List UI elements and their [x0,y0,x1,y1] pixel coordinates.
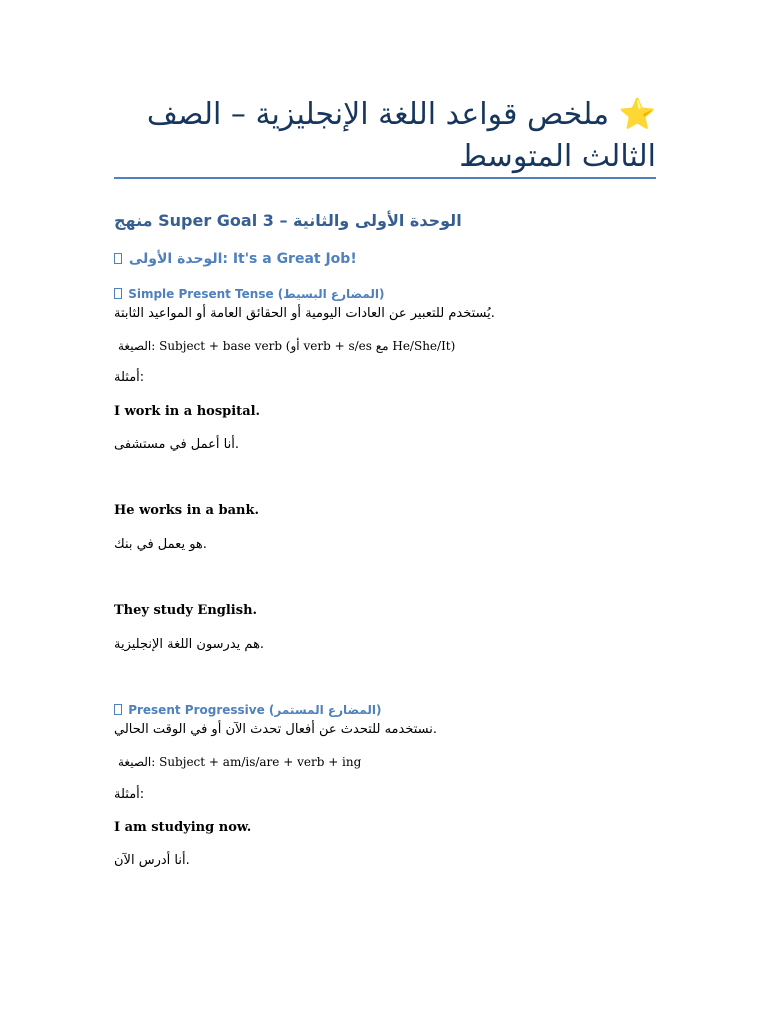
missing-glyph-box-icon [114,704,122,715]
example-arabic: أنا أعمل في مستشفى. [114,437,239,452]
curriculum-heading: منهج Super Goal 3 – الوحدة الأولى والثانية [114,211,462,230]
section-heading-simple-present [114,285,385,303]
examples-label: أمثلة: [114,370,145,385]
title-underline [114,177,656,179]
example-arabic: أنا أدرس الآن. [114,853,190,868]
examples-label: أمثلة: [114,787,145,802]
formula-text: الصيغة: Subject + am/is/are + verb + ing [118,755,362,769]
unit-heading-text: الوحدة الأولى: It's a Great Job! [128,251,357,267]
missing-glyph-box-icon [114,288,122,299]
example-english: I am studying now. [114,820,252,835]
missing-glyph-box-icon [114,253,122,264]
section-heading-text: Simple Present Tense (المضارع البسيط) [128,287,385,301]
example-english: I work in a hospital. [114,404,261,419]
unit-heading [114,248,357,270]
example-english: He works in a bank. [114,503,260,518]
usage-text: نستخدمه للتحدث عن أفعال تحدث الآن أو في الوقت الحالي. [114,722,437,737]
section-heading-text: Present Progressive (المضارع المستمر) [128,703,382,717]
section-heading-present-progressive [114,701,381,719]
example-arabic: هو يعمل في بنك. [114,537,207,552]
example-english: They study English. [114,603,258,618]
document-title: ⭐ ملخص قواعد اللغة الإنجليزية – الصف الثالث المتوسط [146,97,656,174]
example-arabic: هم يدرسون اللغة الإنجليزية. [114,637,265,652]
formula-text: الصيغة: Subject + base verb (أو verb + s/es مع He/She/It) [118,339,456,353]
usage-text: يُستخدم للتعبير عن العادات اليومية أو الحقائق العامة أو المواعيد الثابتة. [114,306,495,321]
